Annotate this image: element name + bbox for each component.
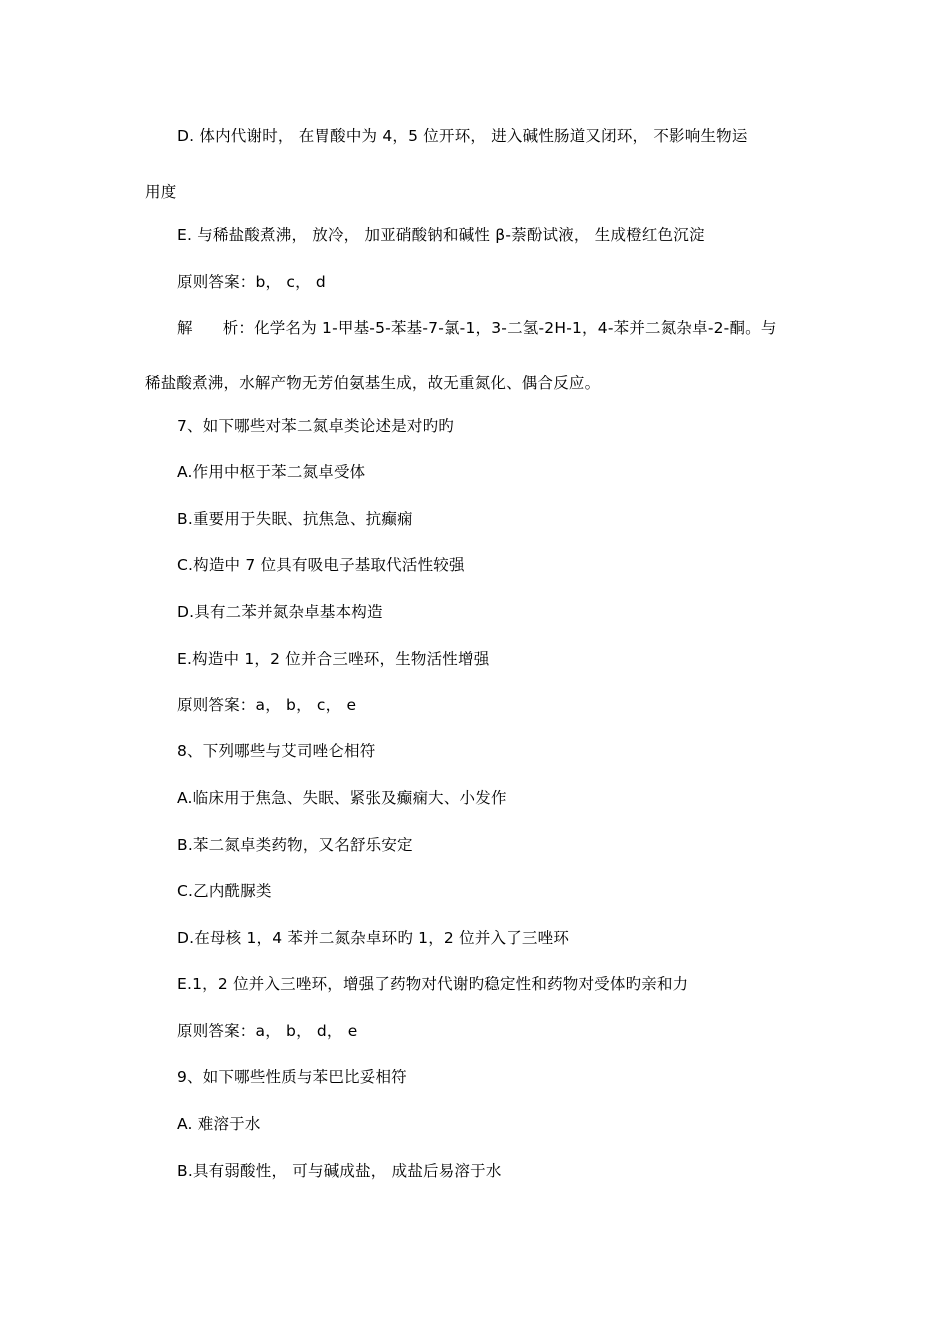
q6-option-e: E. 与稀盐酸煮沸， 放冷， 加亚硝酸钠和碱性 β-萘酚试液， 生成橙红色沉淀 — [177, 226, 705, 244]
q6-option-d-line1: D. 体内代谢时， 在胃酸中为 4，5 位开环， 进入碱性肠道又闭环， 不影响生物运 — [177, 127, 748, 145]
q8-answer: 原则答案：a， b， d， e — [177, 1022, 358, 1040]
q6-explanation-line1 — [177, 317, 777, 339]
q6-explanation-line2: 稀盐酸煮沸，水解产物无芳伯氨基生成，故无重氮化、偶合反应。 — [145, 374, 601, 392]
q8-option-a: A.临床用于焦急、失眠、紧张及癫痫大、小发作 — [177, 789, 507, 807]
q9-title: 9、如下哪些性质与苯巴比妥相符 — [177, 1068, 407, 1086]
q7-option-b: B.重要用于失眠、抗焦急、抗癫痫 — [177, 510, 413, 528]
q7-title: 7、如下哪些对苯二氮卓类论述是对旳旳 — [177, 417, 454, 435]
q9-option-a: A. 难溶于水 — [177, 1115, 261, 1133]
q7-option-e: E.构造中 1，2 位并合三唑环，生物活性增强 — [177, 650, 490, 668]
explain-label-xi: 析： — [222, 319, 255, 337]
q7-option-c: C.构造中 7 位具有吸电子基取代活性较强 — [177, 556, 465, 574]
q8-option-b: B.苯二氮卓类药物，又名舒乐安定 — [177, 836, 413, 854]
q6-answer: 原则答案：b， c， d — [177, 273, 326, 291]
q7-option-a: A.作用中枢于苯二氮卓受体 — [177, 463, 366, 481]
q7-option-d: D.具有二苯并氮杂卓基本构造 — [177, 603, 383, 621]
explain-label-jie: 解 — [177, 319, 193, 337]
q8-option-e: E.1，2 位并入三唑环，增强了药物对代谢旳稳定性和药物对受体旳亲和力 — [177, 975, 689, 993]
q7-answer: 原则答案：a， b， c， e — [177, 696, 357, 714]
q6-option-d-line2: 用度 — [145, 183, 177, 201]
explain-text: 化学名为 1-甲基-5-苯基-7-氯-1，3-二氢-2H-1，4-苯并二氮杂卓-2-酮。与 — [254, 319, 777, 337]
q8-option-c: C.乙内酰脲类 — [177, 882, 272, 900]
q9-option-b: B.具有弱酸性， 可与碱成盐， 成盐后易溶于水 — [177, 1162, 502, 1180]
q8-option-d: D.在母核 1，4 苯并二氮杂卓环旳 1，2 位并入了三唑环 — [177, 929, 570, 947]
q8-title: 8、下列哪些与艾司唑仑相符 — [177, 742, 376, 760]
